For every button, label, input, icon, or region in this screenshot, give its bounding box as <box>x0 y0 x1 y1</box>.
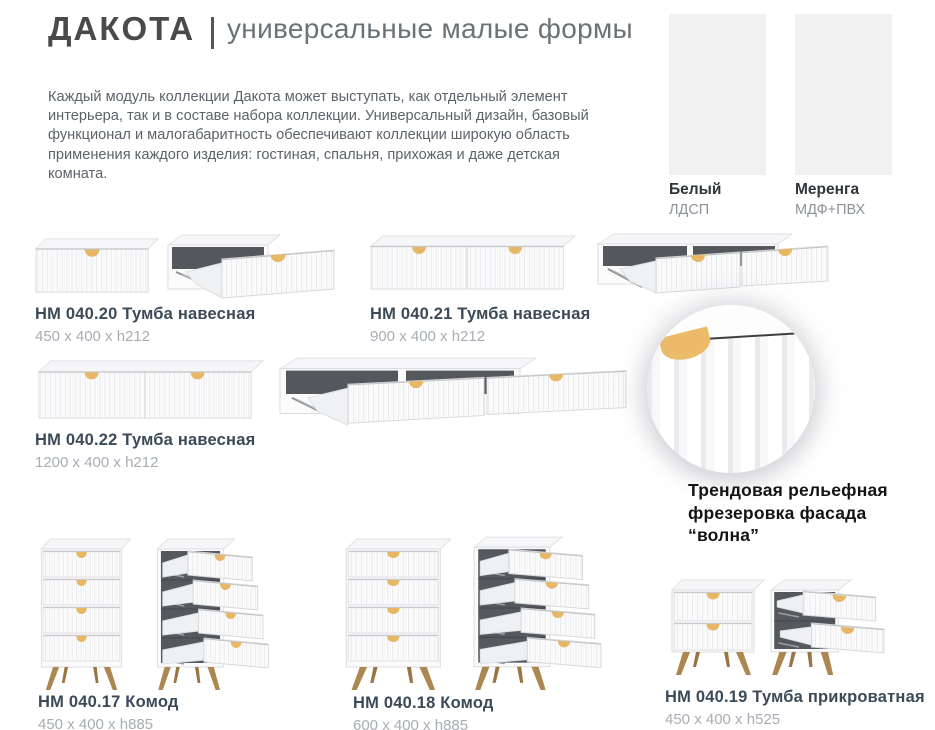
swatch-name: Белый <box>669 181 722 198</box>
product-title: НМ 040.18 Комод <box>353 694 494 712</box>
swatch-material: ЛДСП <box>669 202 710 218</box>
product-title: НМ 040.22 Тумба навесная <box>35 431 256 449</box>
facade-detail-caption: Трендовая рельефная фрезеровка фасада “волна” <box>688 480 888 545</box>
dresser-small-closed-image <box>36 533 136 691</box>
wall-cabinet-small-closed-image <box>32 236 162 296</box>
product-title: НМ 040.19 Тумба прикроватная <box>665 688 925 706</box>
wall-cabinet-medium-closed-image <box>367 233 577 293</box>
product-card <box>35 305 255 346</box>
wall-cabinet-small-open-image <box>166 232 338 304</box>
dresser-wide-closed-image <box>340 533 457 691</box>
product-title: НМ 040.20 Тумба навесная <box>35 305 256 323</box>
swatch-meringue <box>795 14 892 175</box>
dresser-wide-open-image <box>468 531 605 691</box>
product-dimensions: 450 x 400 x h885 <box>38 716 154 730</box>
product-card <box>665 688 925 729</box>
swatch-white <box>669 14 766 175</box>
product-card <box>38 693 179 730</box>
page-title: ДАКОТА <box>48 10 196 47</box>
wall-cabinet-long-open-image <box>278 355 630 433</box>
product-dimensions: 450 x 400 x h212 <box>35 328 151 345</box>
product-dimensions: 900 x 400 x h212 <box>370 328 486 345</box>
facade-detail-photo <box>647 305 815 473</box>
swatch-material: МДФ+ПВХ <box>795 202 866 218</box>
title-divider <box>211 17 214 49</box>
wall-cabinet-long-closed-image <box>35 357 267 423</box>
swatch-name: Меренга <box>795 181 860 198</box>
product-title: НМ 040.21 Тумба навесная <box>370 305 591 323</box>
product-card <box>353 694 494 730</box>
product-dimensions: 600 x 400 x h885 <box>353 717 469 730</box>
swatch-white-label <box>669 181 721 218</box>
dresser-small-open-image <box>152 533 272 691</box>
nightstand-open-image <box>768 575 888 677</box>
nightstand-closed-image <box>667 575 769 677</box>
product-card <box>370 305 590 346</box>
wall-cabinet-medium-open-image <box>596 231 830 299</box>
collection-description: Каждый модуль коллекции Дакота может выступать, как отдельный элемент интерьера, так и в составе набора коллекции. Универсальный дизайн, базовый функционал и малогабаритность обеспечивают коллекции широкую область применения каждого изделия: гостиная, спальня, прихожая и даже детская комната. <box>48 89 589 182</box>
swatch-meringue-label <box>795 181 865 218</box>
product-dimensions: 450 x 400 x h525 <box>665 711 781 728</box>
product-dimensions: 1200 x 400 x h212 <box>35 454 159 471</box>
product-card <box>35 431 255 472</box>
page-subtitle: универсальные малые формы <box>227 13 633 44</box>
product-title: НМ 040.17 Комод <box>38 693 179 711</box>
